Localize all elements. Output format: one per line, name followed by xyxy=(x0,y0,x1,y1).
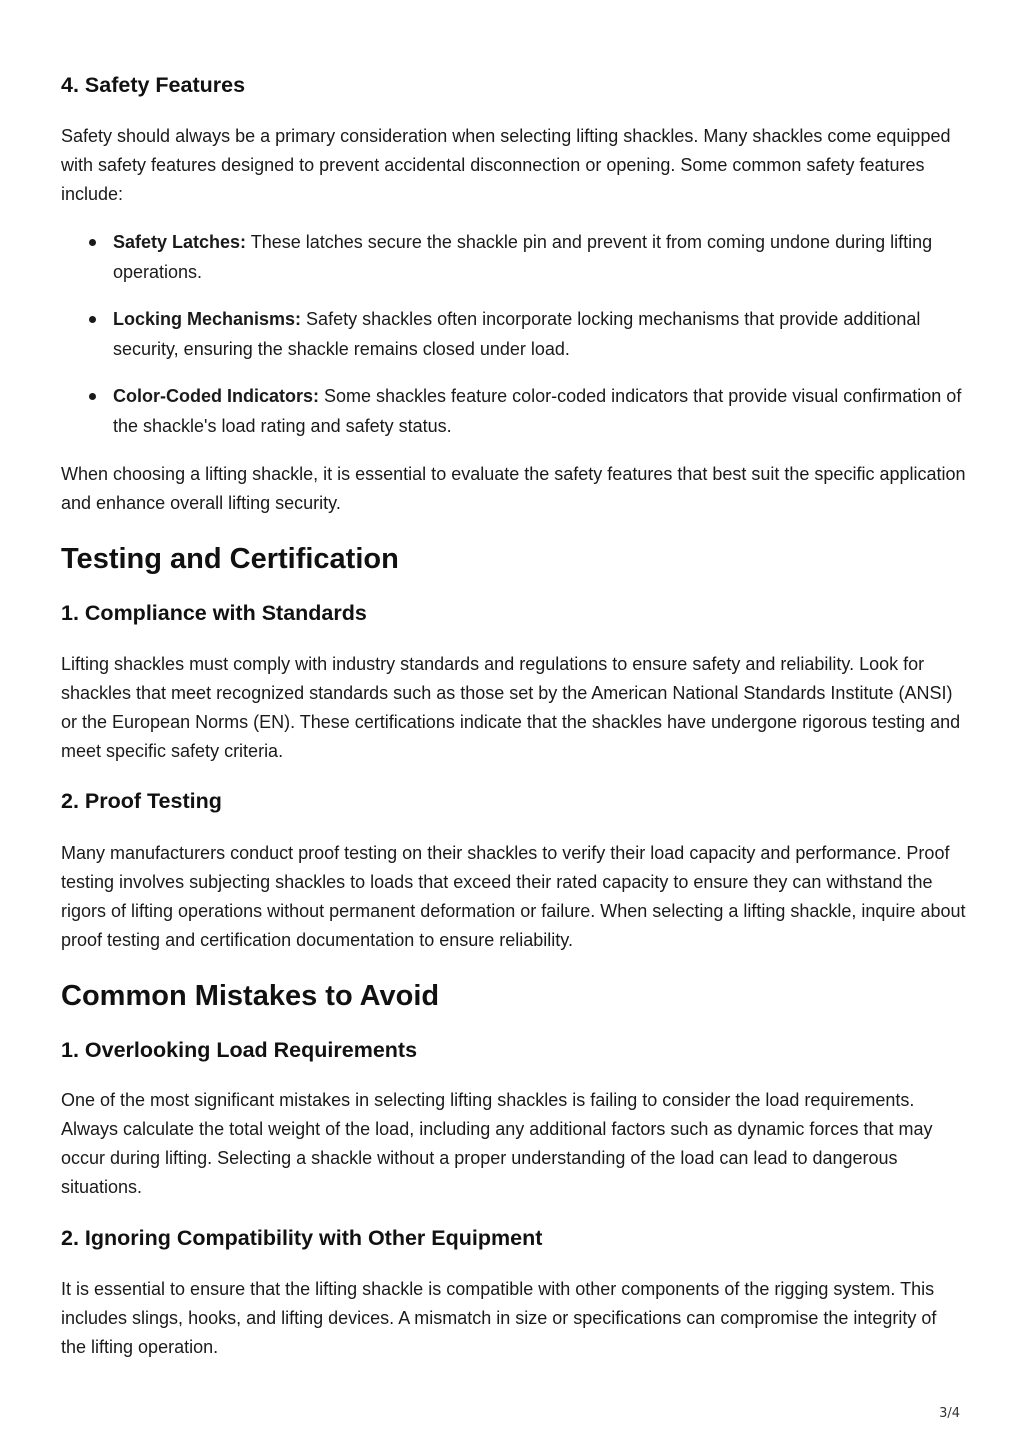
subheading-proof-testing: 2. Proof Testing xyxy=(61,789,222,813)
safety-features-outro: When choosing a lifting shackle, it is essential to evaluate the safety features that best suit the specific application and enhance overall lifting security. xyxy=(61,464,966,513)
safety-features-list xyxy=(61,228,966,441)
section-heading-safety-features: 4. Safety Features xyxy=(61,73,246,97)
list-item xyxy=(61,382,966,441)
list-item xyxy=(61,305,966,364)
list-item-term: Safety Latches: xyxy=(113,232,247,252)
proof-testing-paragraph: Many manufacturers conduct proof testing on their shackles to verify their load capacity and performance. Proof testing involves subjecting shackles to loads that exceed their rated capacity to ensure they can withstand the rigors of lifting operations without permanent deformation or failure. When selecting a lifting shackle, inquire about proof testing and certification documentation to ensure reliability. xyxy=(61,843,966,950)
compliance-paragraph: Lifting shackles must comply with industry standards and regulations to ensure safety and reliability. Look for shackles that meet recognized standards such as those set by the American National Standards Institute (ANSI) or the European Norms (EN). These certifications indicate that the shackles have undergone rigorous testing and meet specific safety criteria. xyxy=(61,654,961,761)
page-number: 3/4 xyxy=(939,1406,960,1421)
bullet-icon xyxy=(89,316,96,323)
safety-features-intro: Safety should always be a primary consideration when selecting lifting shackles. Many shackles come equipped with safety features designed to prevent accidental disconnection or opening. Some common safety features include: xyxy=(61,126,951,204)
list-item-text: Some shackles feature color-coded indicators that provide visual confirmation of the shackle's load rating and safety status. xyxy=(113,386,962,436)
list-item-term: Locking Mechanisms: xyxy=(113,309,302,329)
subheading-overlooking-load: 1. Overlooking Load Requirements xyxy=(61,1038,418,1062)
list-item-text: Safety shackles often incorporate locking mechanisms that provide additional security, ensuring the shackle remains closed under load. xyxy=(113,309,921,359)
subheading-ignoring-compatibility: 2. Ignoring Compatibility with Other Equipment xyxy=(61,1226,543,1250)
list-item-text: These latches secure the shackle pin and prevent it from coming undone during lifting operations. xyxy=(113,232,933,282)
bullet-icon xyxy=(89,393,96,400)
section-heading-testing: Testing and Certification xyxy=(61,543,399,575)
list-item-term: Color-Coded Indicators: xyxy=(113,386,319,406)
overlooking-load-paragraph: One of the most significant mistakes in selecting lifting shackles is failing to consider the load requirements. Always calculate the total weight of the load, including any additional factors such as dynamic forces that may occur during lifting. Selecting a shackle without a proper understanding of the load can lead to dangerous situations. xyxy=(61,1090,933,1197)
section-heading-mistakes: Common Mistakes to Avoid xyxy=(61,980,440,1012)
ignoring-compatibility-paragraph: It is essential to ensure that the lifting shackle is compatible with other components of the rigging system. This includes slings, hooks, and lifting devices. A mismatch in size or specifications can compromise the integrity of the lifting operation. xyxy=(61,1279,937,1357)
bullet-icon xyxy=(89,239,96,246)
list-item xyxy=(61,228,966,287)
subheading-compliance: 1. Compliance with Standards xyxy=(61,601,367,625)
